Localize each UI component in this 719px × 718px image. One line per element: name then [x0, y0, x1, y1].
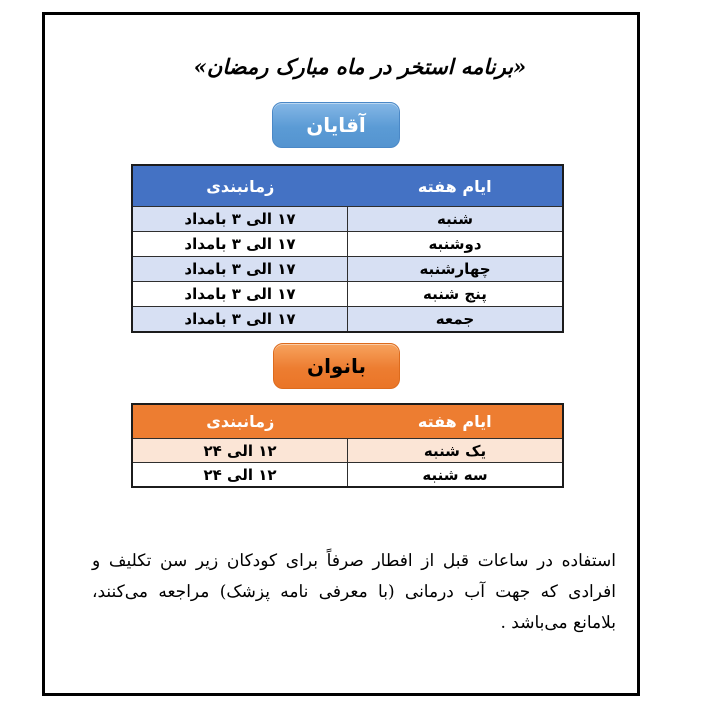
women-section-badge: بانوان [273, 343, 400, 389]
men-header-day: ایام هفته [348, 165, 564, 207]
table-row [132, 282, 563, 307]
table-row [132, 207, 563, 232]
men-table-header-row [132, 165, 563, 207]
document-title: «برنامه استخر در ماه مبارک رمضان» [193, 54, 527, 79]
time-cell: ۱۷ الی ۳ بامداد [132, 257, 348, 282]
day-cell: سه شنبه [348, 463, 564, 488]
men-schedule-table [131, 164, 564, 333]
women-schedule-table [131, 403, 564, 488]
time-cell: ۱۷ الی ۳ بامداد [132, 207, 348, 232]
day-cell: شنبه [348, 207, 564, 232]
table-row [132, 232, 563, 257]
table-row [132, 307, 563, 333]
day-cell: دوشنبه [348, 232, 564, 257]
day-cell: یک شنبه [348, 439, 564, 463]
table-row [132, 439, 563, 463]
footnote-paragraph [92, 546, 616, 639]
women-header-time: زمانبندی [132, 404, 348, 439]
men-header-time: زمانبندی [132, 165, 348, 207]
day-cell: جمعه [348, 307, 564, 333]
day-cell: چهارشنبه [348, 257, 564, 282]
footnote-line: افرادی که جهت آب درمانی (با معرفی نامه پزشک) مراجعه می‌کنند، [92, 582, 616, 602]
men-section-badge: آقایان [272, 102, 400, 148]
table-row [132, 257, 563, 282]
time-cell: ۱۷ الی ۳ بامداد [132, 232, 348, 257]
time-cell: ۱۲ الی ۲۴ [132, 463, 348, 488]
women-header-day: ایام هفته [348, 404, 564, 439]
time-cell: ۱۲ الی ۲۴ [132, 439, 348, 463]
time-cell: ۱۷ الی ۳ بامداد [132, 307, 348, 333]
time-cell: ۱۷ الی ۳ بامداد [132, 282, 348, 307]
footnote-line: استفاده در ساعات قبل از افطار صرفاً برای کودکان زیر سن تکلیف و [92, 551, 616, 571]
table-row [132, 463, 563, 488]
day-cell: پنج شنبه [348, 282, 564, 307]
footnote-line: بلامانع می‌باشد . [500, 613, 616, 633]
women-table-header-row [132, 404, 563, 439]
